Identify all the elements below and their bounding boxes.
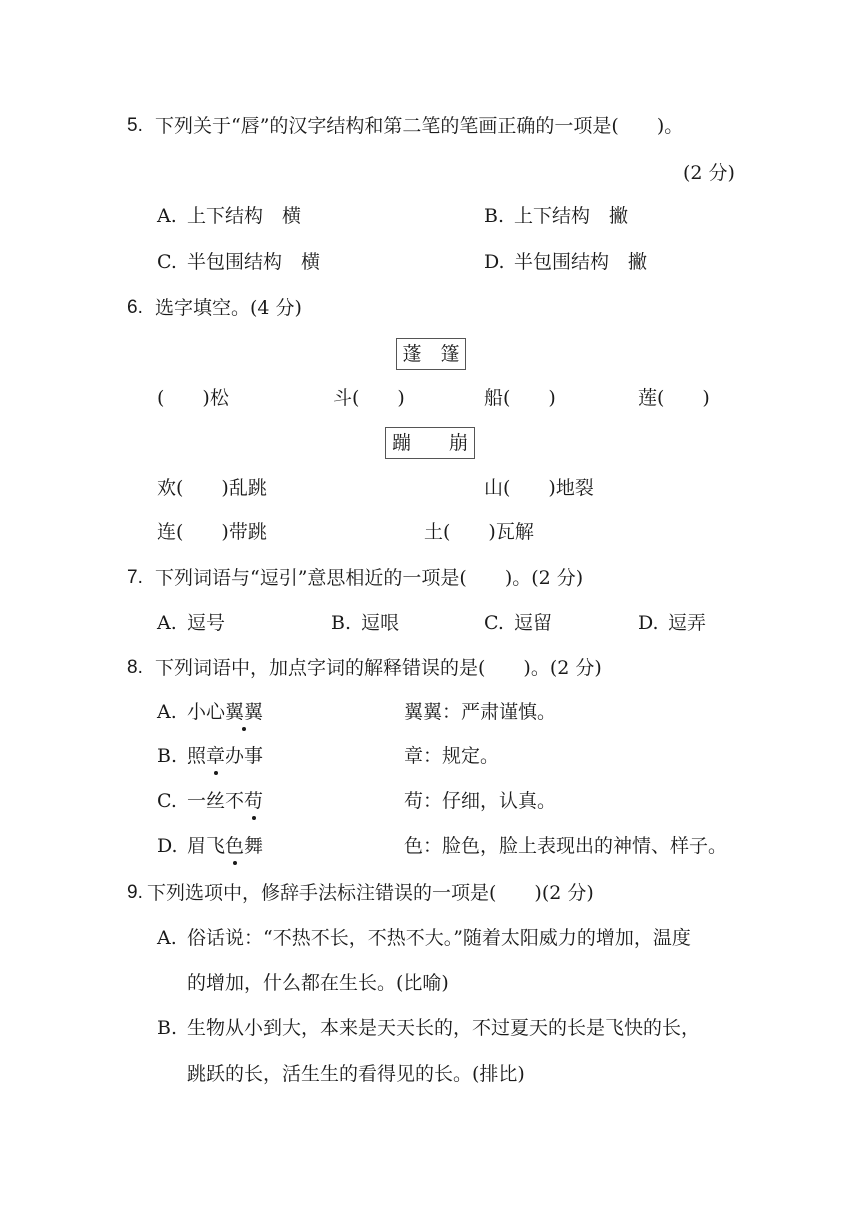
option-explanation: 苟：仔细，认真。 [404, 790, 557, 812]
option-text-line-1: 俗话说：“不热不长，不热不大。”随着太阳威力的增加，温度 [187, 927, 691, 949]
question-text: 下列词语中，加点字词的解释错误的是( )。(2 分) [155, 657, 602, 679]
question-number: 9. [127, 882, 143, 903]
fill-blank-item[interactable]: 连( )带跳 [157, 521, 267, 543]
option-word: 小心翼翼 [187, 701, 264, 723]
option-label: B. [484, 205, 505, 227]
question-number: 5. [127, 115, 143, 136]
option-word: 照章办事 [187, 745, 264, 767]
question-number: 6. [127, 297, 143, 318]
character-choice-box-2: 蹦 崩 [385, 427, 475, 459]
option-word: 一丝不苟 [187, 790, 264, 812]
option-label: B. [157, 745, 178, 767]
option-explanation: 翼翼：严肃谨慎。 [404, 701, 557, 723]
question-text: 选字填空。(4 分) [155, 297, 302, 319]
question-text: 下列选项中，修辞手法标注错误的一项是( )(2 分) [147, 882, 594, 904]
dotted-character: 翼翼 [225, 701, 264, 723]
option-word: 眉飞色舞 [187, 835, 264, 857]
option-label: D. [638, 612, 659, 634]
option-text: 逗弄 [668, 612, 707, 634]
option-label: D. [157, 835, 178, 857]
option-text-line-1: 生物从小到大，本来是天天长的，不过夏天的长是飞快的长， [187, 1017, 701, 1039]
fill-blank-item[interactable]: 莲( ) [638, 387, 710, 409]
option-label: A. [157, 205, 177, 227]
option-label: D. [484, 251, 505, 273]
option-text: 半包围结构 横 [187, 251, 321, 273]
question-number: 8. [127, 657, 143, 678]
character-choice-box-1: 蓬 篷 [396, 338, 466, 370]
option-text: 半包围结构 撇 [514, 251, 648, 273]
fill-blank-item[interactable]: 斗( ) [333, 387, 405, 409]
dotted-character: 章 [206, 745, 226, 767]
option-label: A. [157, 612, 177, 634]
option-label: C. [484, 612, 504, 634]
option-label: A. [157, 701, 177, 723]
dotted-character: 苟 [244, 790, 264, 812]
question-score: (2 分) [683, 162, 735, 184]
option-label: B. [331, 612, 352, 634]
option-explanation: 章：规定。 [404, 745, 500, 767]
option-label: B. [157, 1017, 178, 1039]
option-text: 逗号 [187, 612, 226, 634]
fill-blank-item[interactable]: 船( ) [484, 387, 556, 409]
option-text: 上下结构 横 [187, 205, 302, 227]
question-number: 7. [127, 567, 143, 588]
fill-blank-item[interactable]: 欢( )乱跳 [157, 477, 267, 499]
fill-blank-item[interactable]: 土( )瓦解 [424, 521, 534, 543]
option-explanation: 色：脸色，脸上表现出的神情、样子。 [404, 835, 728, 857]
fill-blank-item[interactable]: 山( )地裂 [484, 477, 594, 499]
question-text: 下列关于“唇”的汉字结构和第二笔的笔画正确的一项是( )。 [155, 115, 684, 137]
option-text-line-2: 的增加，什么都在生长。(比喻) [187, 972, 449, 994]
option-label: C. [157, 251, 177, 273]
fill-blank-item[interactable]: ( )松 [157, 387, 229, 409]
option-label: A. [157, 927, 177, 949]
question-text: 下列词语与“逗引”意思相近的一项是( )。(2 分) [155, 567, 584, 589]
option-text: 逗留 [514, 612, 553, 634]
dotted-character: 色 [225, 835, 245, 857]
option-label: C. [157, 790, 177, 812]
option-text: 逗哏 [361, 612, 400, 634]
option-text-line-2: 跳跃的长，活生生的看得见的长。(排比) [187, 1063, 525, 1085]
option-text: 上下结构 撇 [514, 205, 629, 227]
